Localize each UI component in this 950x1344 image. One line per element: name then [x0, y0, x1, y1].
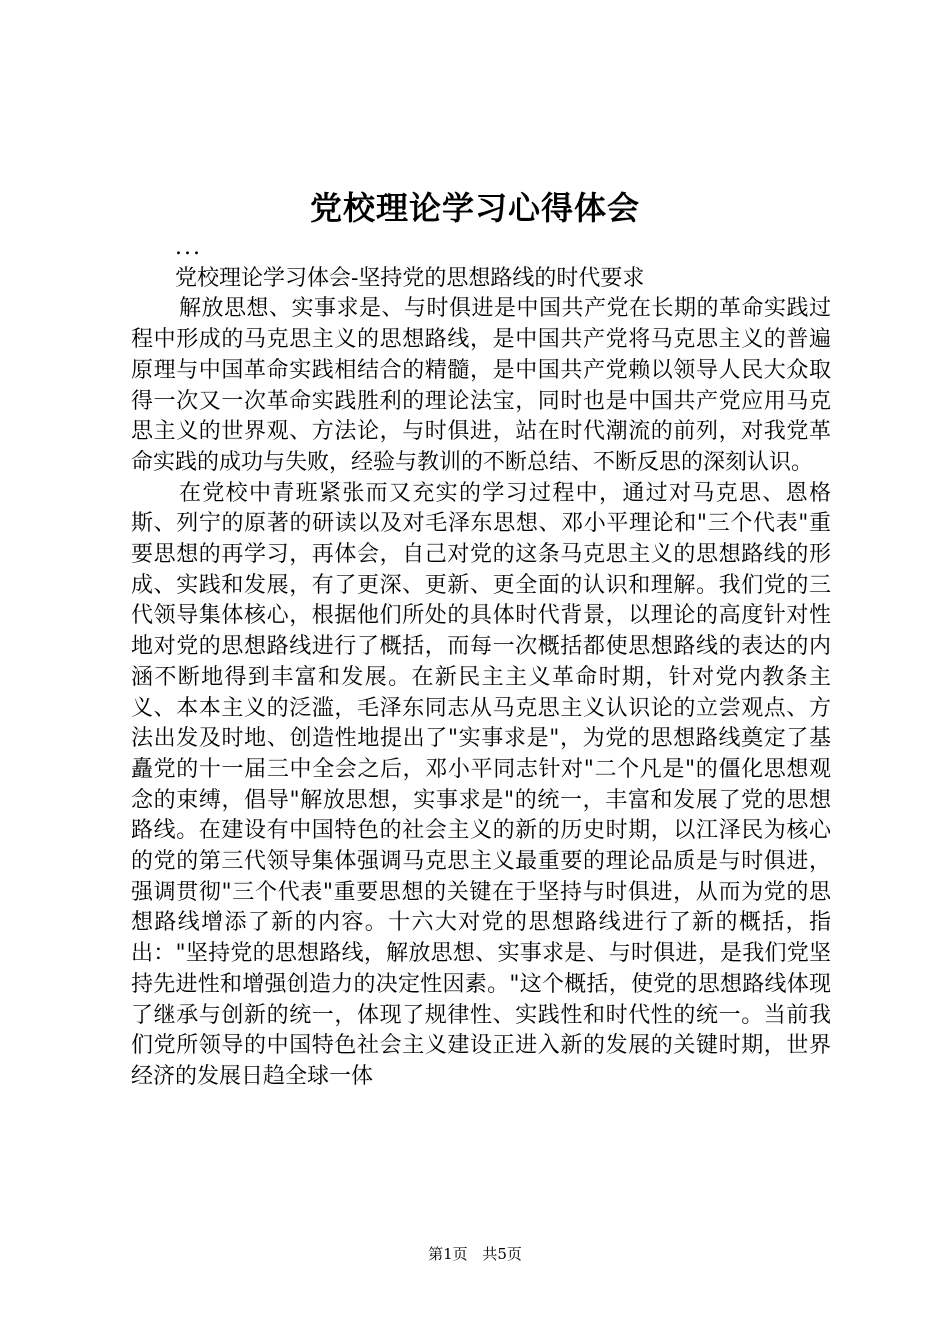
document-title: 党校理论学习心得体会	[309, 189, 640, 227]
page-number-total: 共5页	[482, 1245, 522, 1263]
page-number-current: 第1页	[428, 1245, 468, 1263]
document-subtitle: 党校理论学习体会-坚持党的思想路线的时代要求	[175, 265, 645, 291]
ellipsis-line: ...	[175, 235, 202, 260]
paragraph: 在党校中青班紧张而又充实的学习过程中，通过对马克思、恩格斯、列宁的原著的研读以及对毛泽东思想、邓小平理论和"三个代表"重要思想的再学习，再体会，自己对党的这条马克思主义的思想路线的形成、实践和发展，有了更深、更新、更全面的认识和理解。我们党的三代领导集体核心，根据他们所处的具体时代背景，以理论的高度针对性地对党的思想路线进行了概括，而每一次概括都使思想路线的表达的内涵不断地得到丰富和发展。在新民主主义革命时期，针对党内教条主义、本本主义的泛滥，毛泽东同志从马克思主义认识论的立尝观点、方法出发及时地、创造性地提出了"实事求是"，为党的思想路线奠定了基矗党的十一届三中全会之后，邓小平同志针对"二个凡是"的僵化思想观念的束缚，倡导"解放思想，实事求是"的统一，丰富和发展了党的思想路线。在建设有中国特色的社会主义的新的历史时期，以江泽民为核心的党的第三代领导集体强调马克思主义最重要的理论品质是与时俱进，强调贯彻"三个代表"重要思想的关键在于坚持与时俱进，从而为党的思想路线增添了新的内容。十六大对党的思想路线进行了新的概括，指出："坚持党的思想路线，解放思想、实事求是、与时俱进，是我们党坚持先进性和增强创造力的决定性因素。"这个概括，使党的思想路线体现了继承与创新的统一，体现了规律性、实践性和时代性的统一。当前我们党所领导的中国特色社会主义建设正进入新的发展的关键时期，世界经济的发展日趋全球一体	[131, 480, 831, 1089]
paragraph: 解放思想、实事求是、与时俱进是中国共产党在长期的革命实践过程中形成的马克思主义的思想路线，是中国共产党将马克思主义的普遍原理与中国革命实践相结合的精髓，是中国共产党赖以领导人民大众取得一次又一次革命实践胜利的理论法宝，同时也是中国共产党应用马克思主义的世界观、方法论，与时俱进，站在时代潮流的前列，对我党革命实践的成功与失败，经验与教训的不断总结、不断反思的深刻认识。	[131, 296, 831, 475]
document-body	[131, 233, 831, 1093]
page-footer	[0, 1243, 950, 1265]
